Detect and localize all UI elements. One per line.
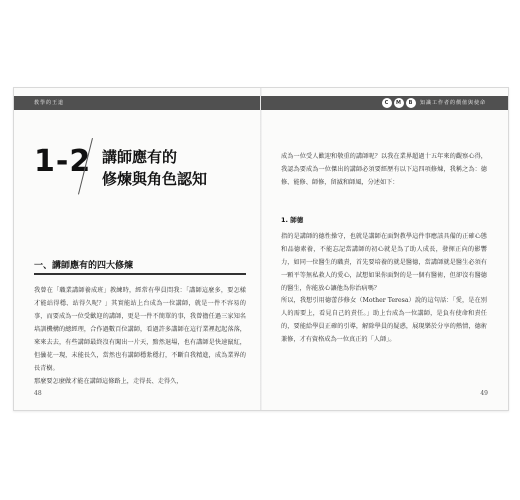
- right-paragraph-shide: 指的是講師的德性操守，也就是講師在面對教學這件事應該具備的正確心態和品德素養，不能忘記當講師的初心就是為了助人成長，發揮正向的影響力，如同一位醫生的職責，首先要培養的就是醫德，當講師就是醫生必須有一顆平等無私救人的愛心，試想如果你面對的是一個有醫術，但卻沒有醫德的醫生，你能放心讓他為你治病嗎？: [281, 233, 487, 292]
- left-paragraph-body: 我曾在「職業講師養成班」教練時，經常有學員問我：「講師這麼多，要怎樣才能站得穩、站得久呢？」其實能站上台成為一位講師，就是一件不容易的事，而要成為一位受歡迎的講師，更是一件不簡單的事，我曾擔任過三家知名培訓機構的總經理，合作過數百位講師，看過許多講師在這行業裡起起落落，來來去去，有些講師最終沒有闖出一片天，黯然退場，也有講師是快速竄紅，但曇花一現，未能長久，當然也有講師穩紮穩打，不斷自我精進，成為業界的長青樹。: [34, 287, 246, 372]
- right-page: [261, 88, 508, 410]
- right-paragraph-intro: 成為一位受人歡迎和敬重的講師呢？以我在業界超過十五年來的觀察心得，我認為要成為一位傑出的講師必須要經歷有以下這四項修煉，我稱之為：德修、能修、師修，留滅和師風，分述如下：: [281, 153, 487, 186]
- left-running-header: [14, 96, 261, 110]
- header-dots: [382, 98, 416, 108]
- subheading-shide: 1. 師德: [281, 216, 304, 224]
- left-page-number: 48: [34, 390, 42, 397]
- right-running-header: [261, 96, 508, 110]
- chapter-title-line1: 講師應有的: [102, 148, 178, 166]
- header-dot-icon: B: [406, 98, 416, 108]
- section-underline: [34, 273, 246, 275]
- chapter-title: [102, 146, 207, 190]
- right-paragraph-quote: 所以，我想引用德蕾莎修女（Mother Teresa）說的這句話：「愛，是在別人的需要上，看見自己的責任。」助上台成為一位講師，是負有使命和責任的，要能給學員正確的引導，解除學員的疑惑，展現樂於分享的熱情，德術兼修，才有資格成為一位真正的「人師」。: [281, 297, 487, 343]
- left-page: [14, 88, 261, 410]
- section-heading: 一、講師應有的四大修煉: [34, 261, 134, 271]
- right-header-text: 知識工作者的價值與使命: [419, 100, 486, 106]
- header-dot-icon: M: [394, 98, 404, 108]
- right-page-number: 49: [480, 390, 488, 397]
- chapter-title-line2: 修煉與角色認知: [102, 170, 208, 188]
- left-header-text: 教學的王道: [34, 100, 65, 106]
- chapter-number: 1-2: [34, 144, 92, 179]
- book-spread: [13, 87, 509, 411]
- header-dot-icon: C: [382, 98, 392, 108]
- left-paragraph: [34, 284, 246, 388]
- left-paragraph-tail: 那麼要怎麼做才能在講師這條路上，走得長、走得久，: [34, 378, 183, 385]
